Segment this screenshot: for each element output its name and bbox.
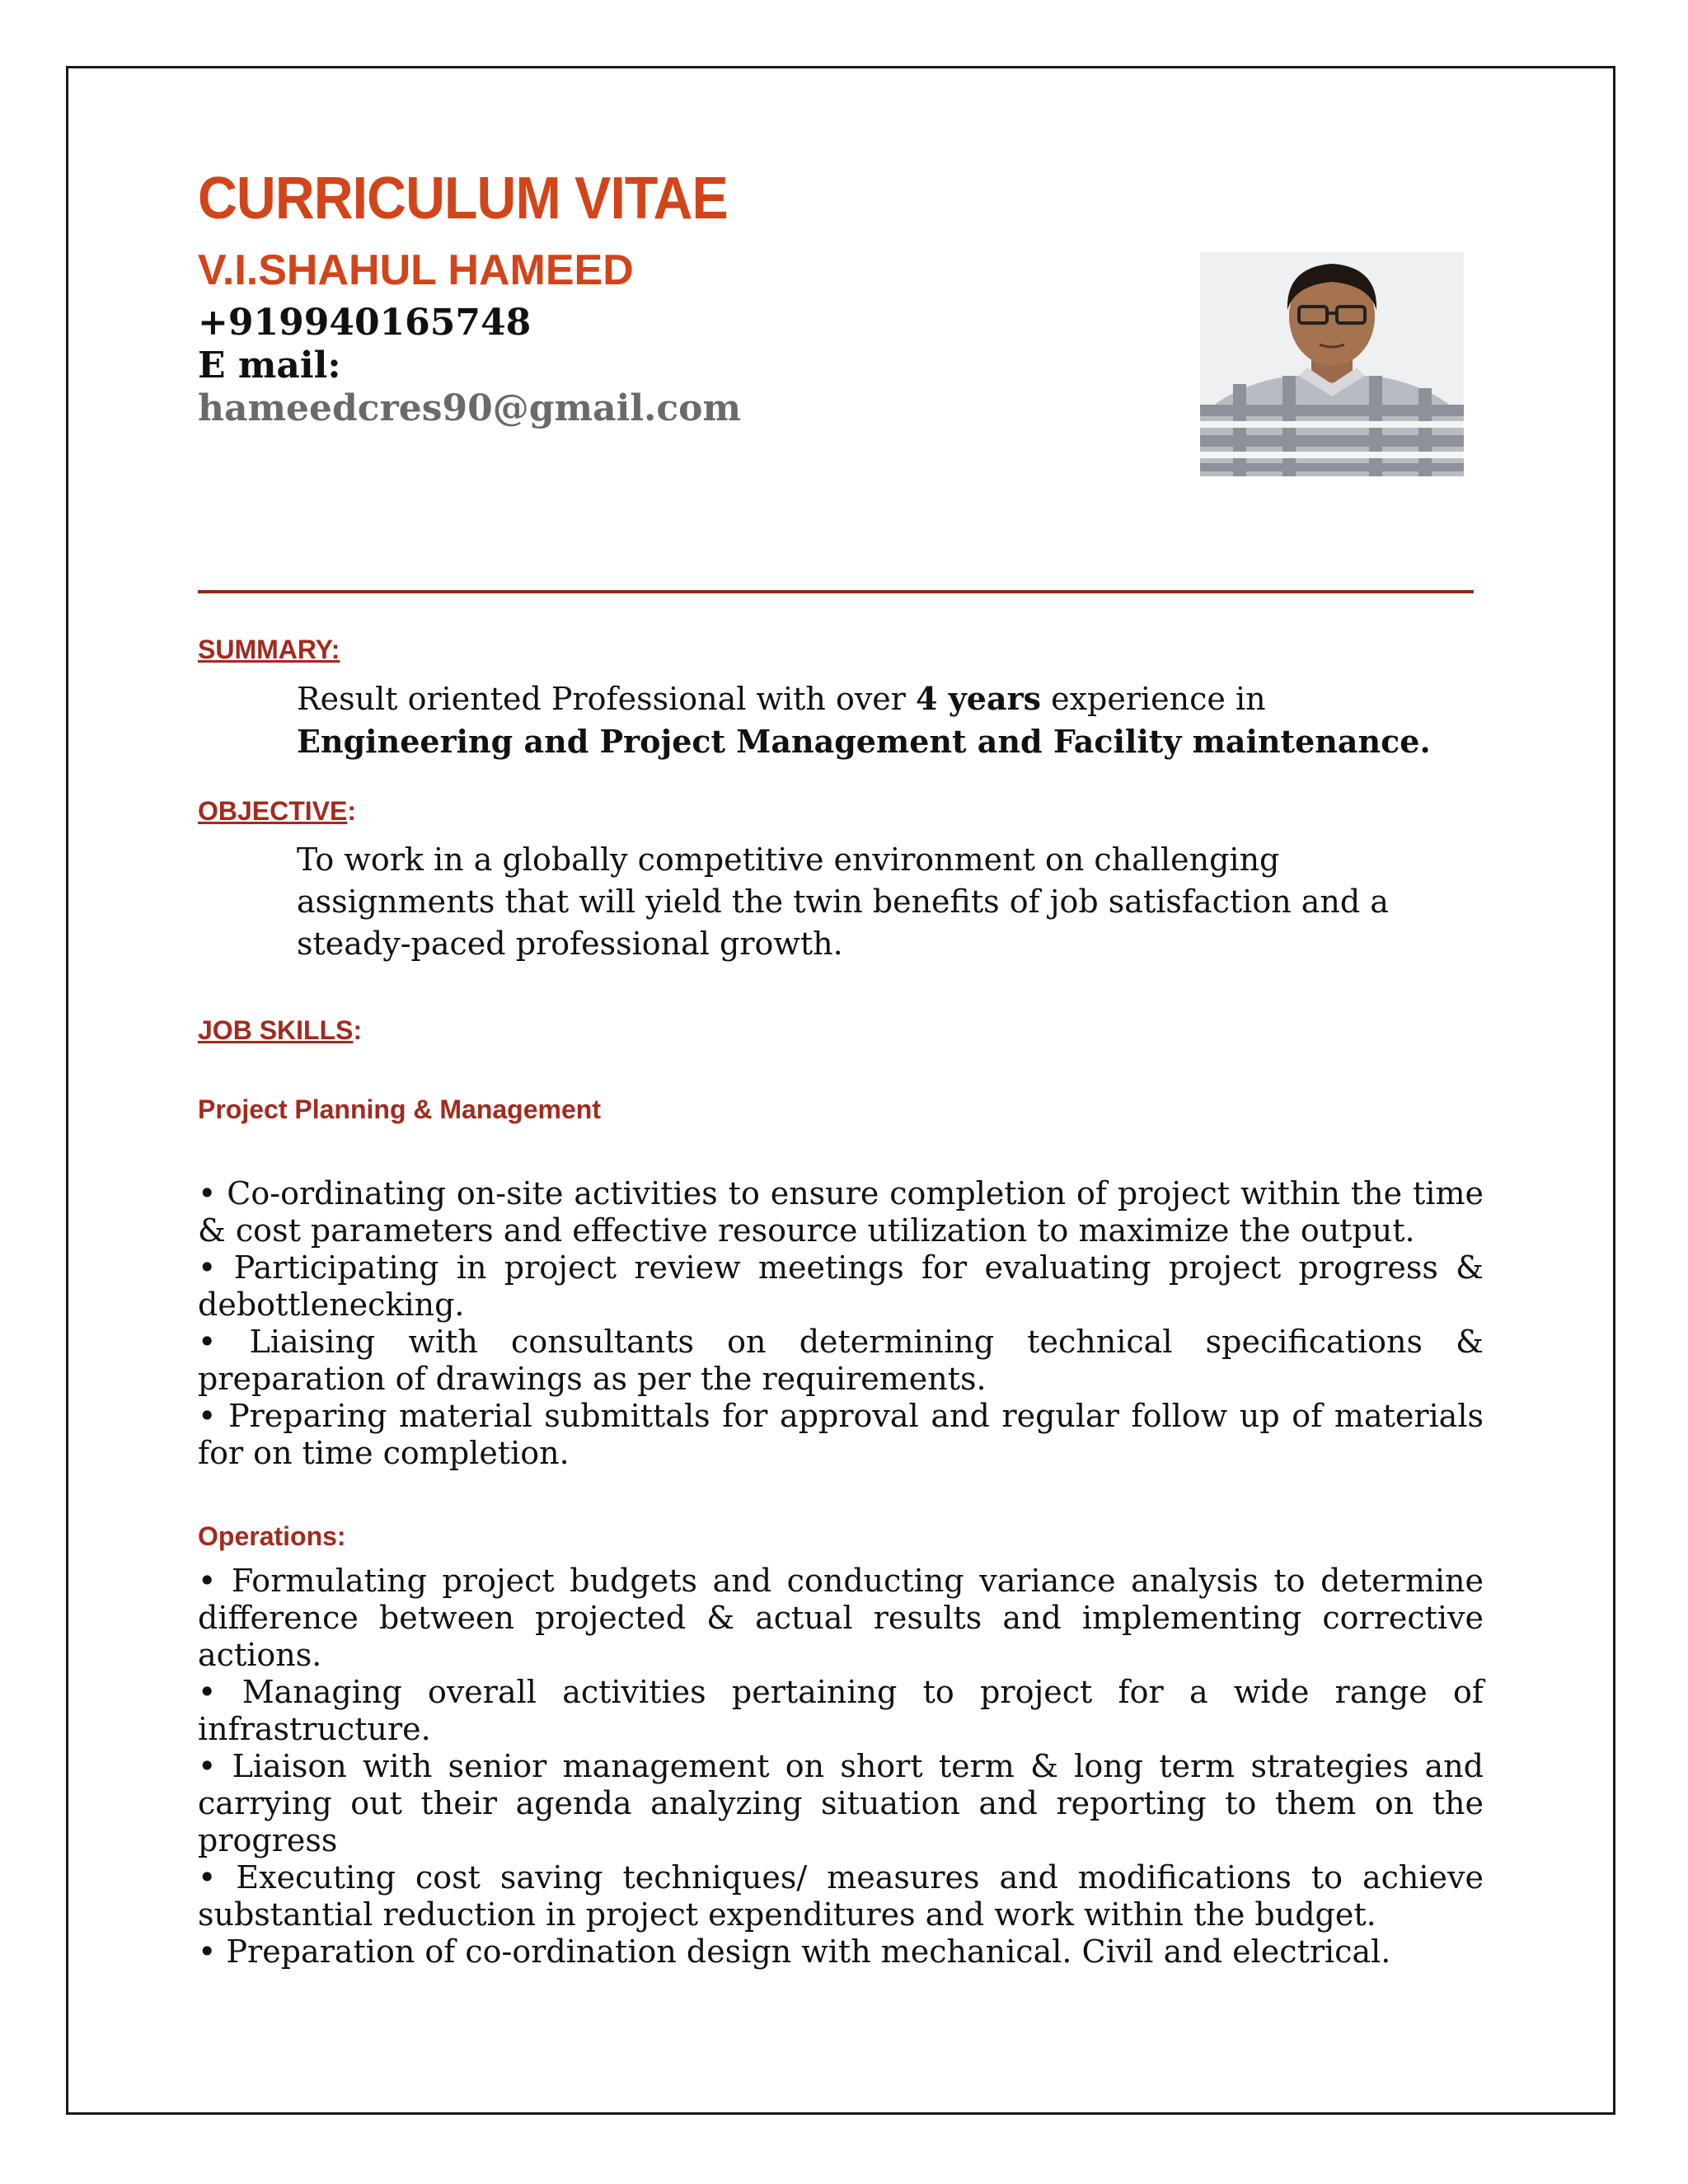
list-item: • Preparation of co-ordination design with mechanical. Civil and electrical. [198,1933,1391,1970]
summary-years: 4 years [916,680,1042,717]
summary-heading-text: SUMMARY: [198,635,340,664]
objective-heading-text: OBJECTIVE [198,796,348,826]
objective-text: To work in a globally competitive environment on challenging assignments that will yield the twin benefits of job satisfaction and a steady-paced professional growth. [297,841,1389,962]
email-label: E mail: [198,344,341,387]
list-item: • Participating in project review meetings for evaluating project progress & debottlenecking. [198,1249,1484,1323]
email-address: hameedcres90@gmail.com [198,387,742,429]
project-planning-heading: Project Planning & Management [198,1094,601,1124]
header-divider [198,590,1474,593]
candidate-name: V.I.SHAHUL HAMEED [198,246,634,294]
operations-list [198,1563,1484,1971]
objective-heading-colon: : [347,796,357,826]
job-skills-heading-text: JOB SKILLS [198,1015,354,1045]
operations-heading: Operations: [198,1521,346,1551]
list-item: • Managing overall activities pertaining to project for a wide range of infrastructure. [198,1674,1484,1747]
job-skills-heading [198,1015,362,1046]
profile-photo-image [1200,252,1464,476]
list-item: • Liaison with senior management on short term & long term strategies and carrying out their agenda analyzing situation and reporting to them on the progress [198,1748,1484,1858]
summary-text-1: Result oriented Professional with over [297,681,917,717]
job-skills-heading-colon: : [353,1015,363,1045]
list-item: • Co-ordinating on-site activities to ensure completion of project within the time & cost parameters and effective resource utilization to maximize the output. [198,1175,1484,1249]
profile-photo [1200,252,1464,476]
list-item: • Preparing material submittals for approval and regular follow up of materials for on time completion. [198,1398,1484,1471]
phone-number: +919940165748 [198,302,532,344]
summary-text [297,677,1484,763]
list-item: • Executing cost saving techniques/ measures and modifications to achieve substantial reduction in project expenditures and work within the budget. [198,1859,1484,1933]
list-item: • Formulating project budgets and conducting variance analysis to determine difference between projected & actual results and implementing corrective actions. [198,1563,1484,1673]
summary-text-2: experience in [1041,681,1266,717]
list-item: • Liaising with consultants on determining technical specifications & preparation of drawings as per the requirements. [198,1324,1484,1397]
objective-heading [198,796,356,827]
document-title: CURRICULUM VITAE [198,166,728,232]
summary-heading [198,635,340,665]
summary-fields: Engineering and Project Management and Facility maintenance. [297,723,1431,760]
project-planning-list [198,1175,1484,1472]
